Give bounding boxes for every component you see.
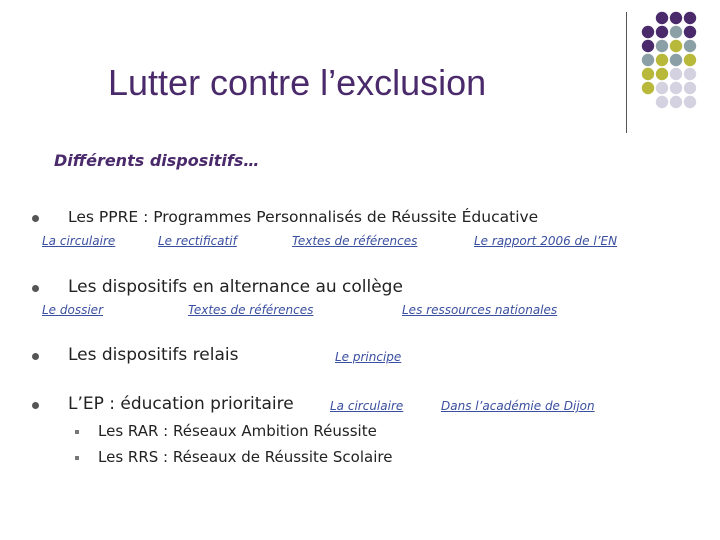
decorative-dot (656, 54, 668, 66)
link-alternance-ressources[interactable]: Les ressources nationales (402, 303, 558, 317)
decorative-dot (642, 40, 654, 52)
link-relais-principe[interactable]: Le principe (335, 350, 402, 364)
decorative-dot (642, 68, 654, 80)
decorative-dot (684, 54, 696, 66)
link-alternance-textes[interactable]: Textes de références (188, 303, 314, 317)
link-ppre-textes[interactable]: Textes de références (292, 234, 418, 248)
section-subtitle: Différents dispositifs… (54, 151, 260, 170)
decorative-dot (656, 12, 668, 24)
slide-title: Lutter contre l’exclusion (108, 62, 487, 103)
decorative-dot (670, 68, 682, 80)
title-divider (626, 12, 627, 133)
decorative-dot (684, 96, 696, 108)
decorative-dot (670, 26, 682, 38)
decorative-dot (656, 82, 668, 94)
bullet-icon (32, 353, 39, 360)
decorative-dot (684, 12, 696, 24)
link-alternance-dossier[interactable]: Le dossier (42, 303, 103, 317)
decorative-dot (684, 40, 696, 52)
decorative-dot (656, 26, 668, 38)
decorative-dot (642, 26, 654, 38)
link-ep-circulaire[interactable]: La circulaire (330, 399, 404, 413)
decorative-dot (642, 82, 654, 94)
list-item-alternance: Les dispositifs en alternance au collège (68, 277, 403, 297)
decorative-dot (684, 82, 696, 94)
decorative-dot (670, 82, 682, 94)
decorative-dot (656, 96, 668, 108)
sub-bullet-icon (75, 456, 79, 460)
decorative-dot (670, 40, 682, 52)
bullet-icon (32, 402, 39, 409)
decorative-dot (656, 68, 668, 80)
link-ppre-circulaire[interactable]: La circulaire (42, 234, 116, 248)
list-item-ep: L’EP : éducation prioritaire (68, 394, 294, 414)
sub-item-rar: Les RAR : Réseaux Ambition Réussite (98, 422, 377, 440)
decorative-dot (642, 54, 654, 66)
decorative-dot (656, 40, 668, 52)
link-ppre-rapport[interactable]: Le rapport 2006 de l’EN (474, 234, 618, 248)
decorative-dot (684, 68, 696, 80)
sub-item-rrs: Les RRS : Réseaux de Réussite Scolaire (98, 448, 393, 466)
decorative-dot (684, 26, 696, 38)
bullet-icon (32, 285, 39, 292)
decorative-dot-grid (640, 10, 720, 120)
decorative-dot (670, 12, 682, 24)
sub-bullet-icon (75, 430, 79, 434)
bullet-icon (32, 215, 39, 222)
list-item-ppre: Les PPRE : Programmes Personnalisés de Réussite Éducative (68, 208, 539, 226)
link-ep-dijon[interactable]: Dans l’académie de Dijon (441, 399, 595, 413)
decorative-dot (670, 96, 682, 108)
decorative-dot (670, 54, 682, 66)
list-item-relais: Les dispositifs relais (68, 345, 239, 365)
link-ppre-rectificatif[interactable]: Le rectificatif (158, 234, 237, 248)
